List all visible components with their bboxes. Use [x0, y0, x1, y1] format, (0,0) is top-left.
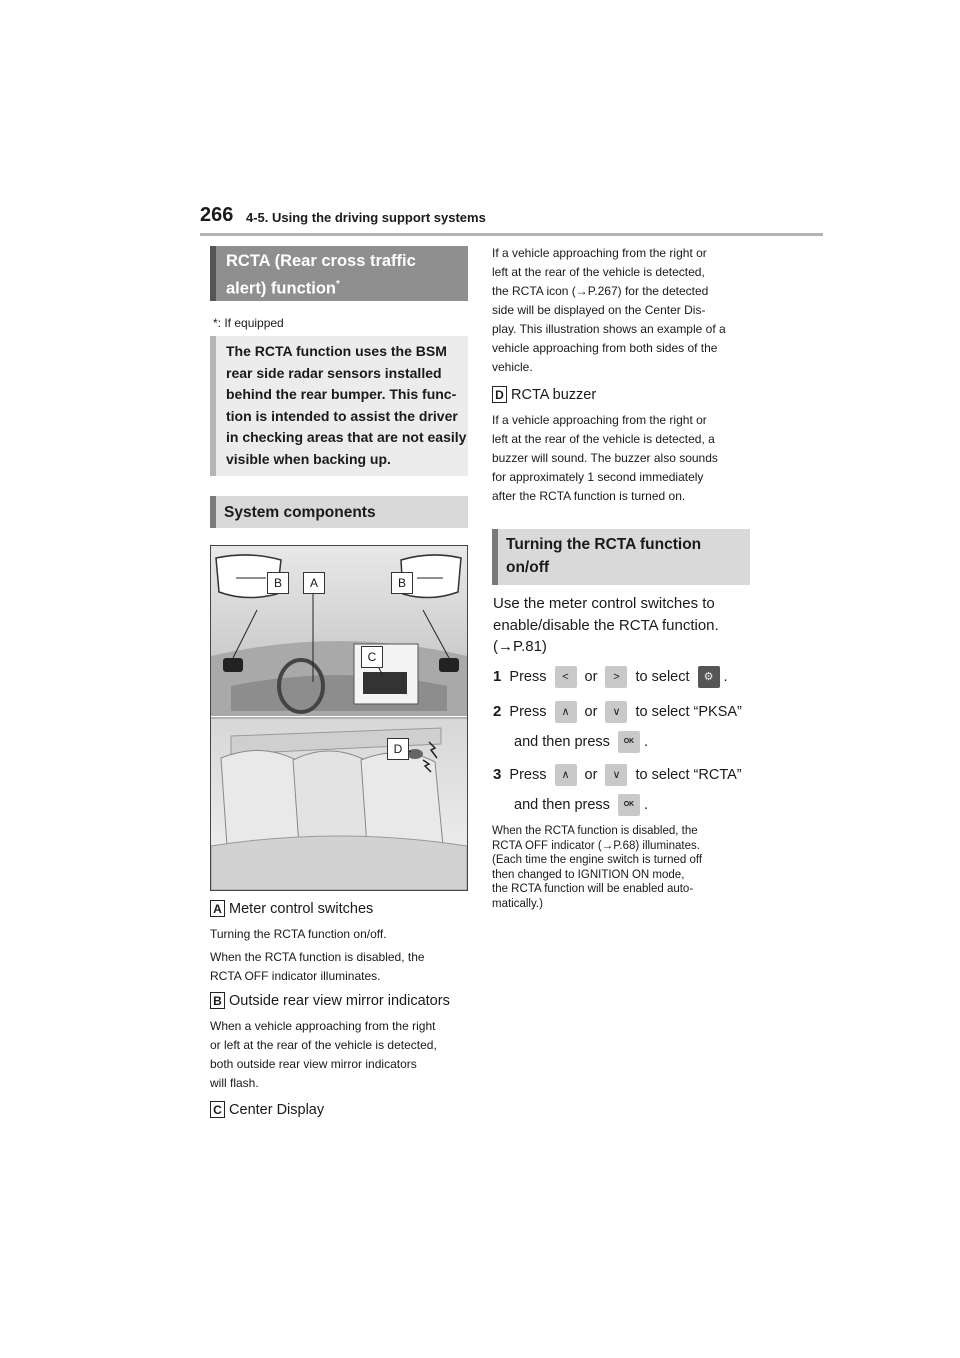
item-b	[210, 992, 470, 1093]
footnote: *: If equipped	[213, 316, 284, 330]
system-components-figure	[210, 545, 468, 891]
intro-line: The RCTA function uses the BSM	[226, 343, 447, 359]
step-or: or	[584, 669, 598, 685]
item-desc: left at the rear of the vehicle is detected, a	[492, 432, 715, 446]
header-rule	[200, 233, 823, 236]
item-label-d: D	[492, 386, 507, 403]
step-end: .	[643, 734, 648, 750]
step-press: Press	[509, 669, 547, 685]
step-end: .	[643, 797, 648, 813]
down-arrow-key-icon: ∨	[605, 764, 627, 786]
intro-line: enable/disable the RCTA function.	[493, 616, 719, 634]
item-desc: buzzer will sound. The buzzer also sounds	[492, 451, 718, 465]
figure-label-a: A	[303, 572, 325, 594]
intro-line: Use the meter control switches to	[493, 595, 715, 612]
item-desc: for approximately 1 second immediately	[492, 470, 704, 484]
step-number: 3	[493, 766, 502, 783]
disabled-note	[492, 824, 754, 911]
step-1	[493, 666, 763, 688]
item-desc: will flash.	[210, 1076, 259, 1090]
step-3	[493, 764, 763, 816]
item-d	[492, 386, 752, 506]
step-press: Press	[509, 767, 547, 783]
turning-title-line2: on/off	[506, 559, 550, 576]
step-line2: and then press	[514, 797, 610, 813]
rcta-intro-box	[210, 336, 468, 476]
figure-label-d: D	[387, 738, 409, 760]
components-title-box	[210, 496, 468, 528]
figure-label-b-right: B	[391, 572, 413, 594]
item-desc: When a vehicle approaching from the right	[210, 1019, 436, 1033]
right-arrow-key-icon: >	[605, 666, 627, 688]
desc-line: If a vehicle approaching from the right or	[492, 246, 707, 260]
desc-line: vehicle approaching from both sides of the	[492, 341, 718, 355]
item-c	[210, 1101, 470, 1118]
note-line: the RCTA function will be enabled auto-	[492, 883, 694, 895]
page-number: 266	[200, 204, 234, 226]
step-line2: and then press	[514, 734, 610, 750]
center-display-desc	[492, 244, 750, 377]
intro-line: (→P.81)	[493, 638, 547, 655]
item-name: Meter control switches	[229, 901, 374, 917]
desc-line: left at the rear of the vehicle is detected,	[492, 265, 705, 279]
item-desc: If a vehicle approaching from the right or	[492, 413, 707, 427]
step-press: Press	[509, 704, 547, 720]
intro-line: rear side radar sensors installed	[226, 364, 442, 381]
figure-label-b-left: B	[267, 572, 289, 594]
item-a	[210, 900, 470, 986]
item-name: Center Display	[229, 1102, 325, 1118]
desc-line: vehicle.	[492, 360, 533, 374]
rcta-title-mark: *	[336, 279, 340, 290]
step-or: or	[584, 704, 598, 720]
item-label-c: C	[210, 1101, 225, 1118]
note-line: (Each time the engine switch is turned off	[492, 854, 703, 866]
vehicle-illustration	[211, 546, 467, 890]
item-name: Outside rear view mirror indicators	[229, 993, 450, 1009]
step-2	[493, 701, 763, 753]
section-title: 4-5. Using the driving support systems	[246, 210, 486, 225]
rcta-title-line1: RCTA (Rear cross traffic	[226, 252, 416, 270]
item-label-b: B	[210, 992, 225, 1009]
step-text: to select	[635, 669, 690, 685]
item-desc: or left at the rear of the vehicle is detected,	[210, 1038, 437, 1052]
step-or: or	[584, 767, 598, 783]
settings-gear-icon: ⚙	[698, 666, 720, 688]
note-line: matically.)	[492, 897, 543, 910]
components-title: System components	[224, 504, 376, 521]
rcta-title-box	[210, 246, 468, 301]
item-desc: both outside rear view mirror indicators	[210, 1057, 417, 1071]
rcta-title-line2: alert) function	[226, 279, 336, 298]
desc-line: side will be displayed on the Center Dis-	[492, 303, 706, 317]
turning-title-line1: Turning the RCTA function	[506, 536, 702, 553]
intro-line: behind the rear bumper. This func-	[226, 386, 457, 402]
item-desc: after the RCTA function is turned on.	[492, 489, 686, 503]
desc-line: the RCTA icon (→P.267) for the detected	[492, 284, 709, 298]
note-line: When the RCTA function is disabled, the	[492, 825, 698, 837]
item-desc: RCTA OFF indicator illuminates.	[210, 969, 381, 983]
left-arrow-key-icon: <	[555, 666, 577, 688]
step-text: to select “RCTA”	[635, 767, 742, 783]
item-desc: Turning the RCTA function on/off.	[210, 927, 387, 941]
up-arrow-key-icon: ∧	[555, 701, 577, 723]
figure-label-c: C	[361, 646, 383, 668]
turning-intro	[493, 593, 753, 658]
up-arrow-key-icon: ∧	[555, 764, 577, 786]
item-label-a: A	[210, 900, 225, 917]
step-end: .	[723, 669, 728, 685]
item-name: RCTA buzzer	[511, 387, 597, 403]
step-text: to select “PKSA”	[635, 704, 742, 720]
intro-line: tion is intended to assist the driver	[226, 407, 458, 424]
turning-title-box	[492, 529, 750, 585]
item-desc: When the RCTA function is disabled, the	[210, 950, 425, 964]
step-number: 1	[493, 668, 502, 685]
note-line: RCTA OFF indicator (→P.68) illuminates.	[492, 839, 700, 852]
intro-line: visible when backing up.	[226, 450, 391, 467]
note-line: then changed to IGNITION ON mode,	[492, 868, 685, 881]
intro-line: in checking areas that are not easily	[226, 429, 467, 445]
down-arrow-key-icon: ∨	[605, 701, 627, 723]
ok-key-icon: OK	[618, 731, 640, 753]
desc-line: play. This illustration shows an example of a	[492, 322, 726, 336]
ok-key-icon: OK	[618, 794, 640, 816]
step-number: 2	[493, 703, 502, 720]
